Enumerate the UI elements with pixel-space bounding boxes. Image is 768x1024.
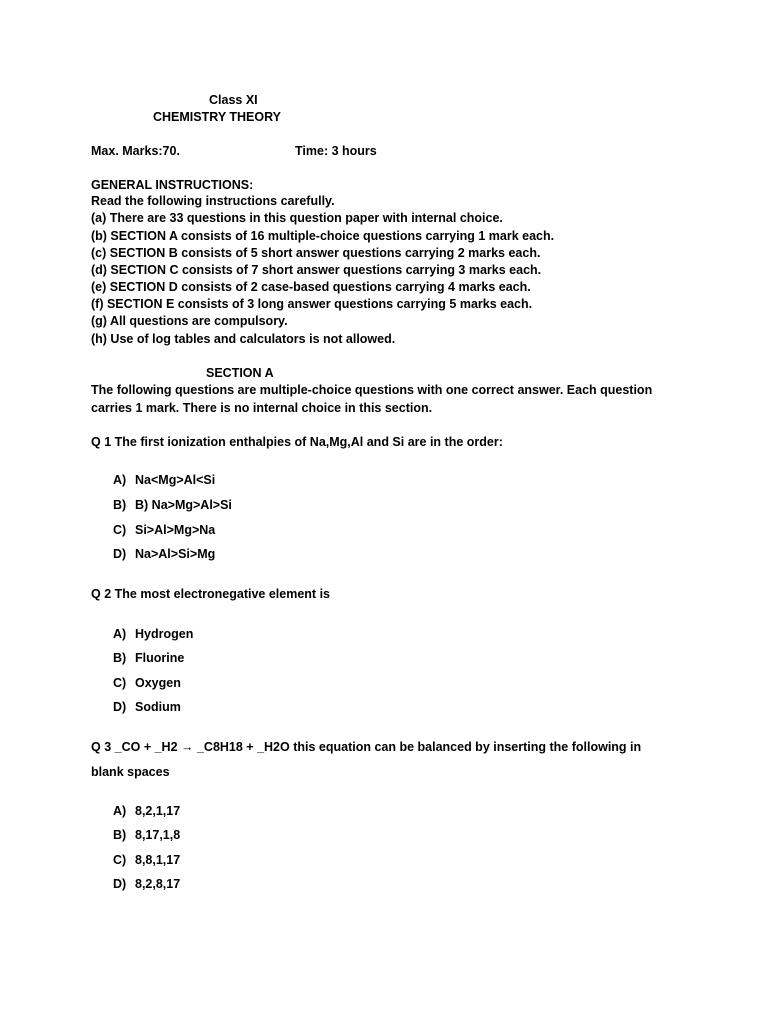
- option-text: 8,2,8,17: [135, 877, 181, 891]
- option-text: Si>Al>Mg>Na: [135, 523, 216, 537]
- option-letter: C): [113, 676, 127, 690]
- option-letter: A): [113, 473, 127, 487]
- option-text: Fluorine: [135, 651, 185, 665]
- section-a-desc-line1: The following questions are multiple-choice questions with one correct answer. Each question: [91, 383, 653, 397]
- q2-option-d: [113, 699, 181, 715]
- question-text: The most electronegative element is: [114, 587, 330, 601]
- option-letter: C): [113, 853, 127, 867]
- option-letter: A): [113, 804, 127, 818]
- q3-option-d: [113, 876, 180, 892]
- question-text: The first ionization enthalpies of Na,Mg,Al and Si are in the order:: [114, 435, 503, 449]
- option-letter: A): [113, 627, 127, 641]
- instruction-item: (f) SECTION E consists of 3 long answer questions carrying 5 marks each.: [91, 297, 533, 311]
- q3-option-a: [113, 803, 180, 819]
- question-1: [91, 434, 503, 450]
- option-letter: D): [113, 700, 127, 714]
- option-text: 8,2,1,17: [135, 804, 181, 818]
- q1-option-d: [113, 546, 215, 562]
- subject-title: CHEMISTRY THEORY: [153, 110, 282, 124]
- q2-option-a: [113, 626, 193, 642]
- option-text: Na<Mg>Al<Si: [135, 473, 216, 487]
- question-3: [91, 739, 641, 755]
- q2-option-c: [113, 675, 181, 691]
- option-text: 8,17,1,8: [135, 828, 181, 842]
- question-number: Q 1: [91, 435, 112, 449]
- question-number: Q 3: [91, 740, 112, 754]
- option-letter: D): [113, 547, 127, 561]
- section-a-title: SECTION A: [206, 366, 274, 380]
- q3-option-b: [113, 827, 180, 843]
- time-allowed: Time: 3 hours: [295, 144, 377, 158]
- option-letter: B): [113, 651, 127, 665]
- instruction-item: (d) SECTION C consists of 7 short answer questions carrying 3 marks each.: [91, 263, 542, 277]
- section-a-desc-line2: carries 1 mark. There is no internal choice in this section.: [91, 401, 433, 415]
- instructions-intro: Read the following instructions carefully.: [91, 194, 335, 208]
- instruction-item: (a) There are 33 questions in this question paper with internal choice.: [91, 211, 503, 225]
- q1-option-b: [113, 497, 232, 513]
- question-text: _CO + _H2 → _C8H18 + _H2O this equation can be balanced by inserting the following in: [114, 740, 642, 754]
- option-text: Sodium: [135, 700, 181, 714]
- option-text: Na>Al>Si>Mg: [135, 547, 216, 561]
- option-letter: D): [113, 877, 127, 891]
- option-letter: C): [113, 523, 127, 537]
- question-number: Q 2: [91, 587, 112, 601]
- instruction-item: (e) SECTION D consists of 2 case-based questions carrying 4 marks each.: [91, 280, 531, 294]
- instruction-item: (b) SECTION A consists of 16 multiple-choice questions carrying 1 mark each.: [91, 229, 555, 243]
- class-title: Class XI: [209, 93, 258, 107]
- q3-option-c: [113, 852, 180, 868]
- q1-option-c: [113, 522, 215, 538]
- instruction-item: (h) Use of log tables and calculators is not allowed.: [91, 332, 396, 346]
- option-text: B) Na>Mg>Al>Si: [135, 498, 232, 512]
- max-marks: Max. Marks:70.: [91, 144, 180, 158]
- question-3-continued: blank spaces: [91, 765, 170, 779]
- instructions-heading: GENERAL INSTRUCTIONS:: [91, 178, 254, 192]
- option-text: Hydrogen: [135, 627, 194, 641]
- q1-option-a: [113, 472, 215, 488]
- option-letter: B): [113, 498, 127, 512]
- option-letter: B): [113, 828, 127, 842]
- instruction-item: (c) SECTION B consists of 5 short answer questions carrying 2 marks each.: [91, 246, 541, 260]
- question-2: [91, 586, 330, 602]
- option-text: Oxygen: [135, 676, 181, 690]
- instruction-item: (g) All questions are compulsory.: [91, 314, 288, 328]
- option-text: 8,8,1,17: [135, 853, 181, 867]
- q2-option-b: [113, 650, 184, 666]
